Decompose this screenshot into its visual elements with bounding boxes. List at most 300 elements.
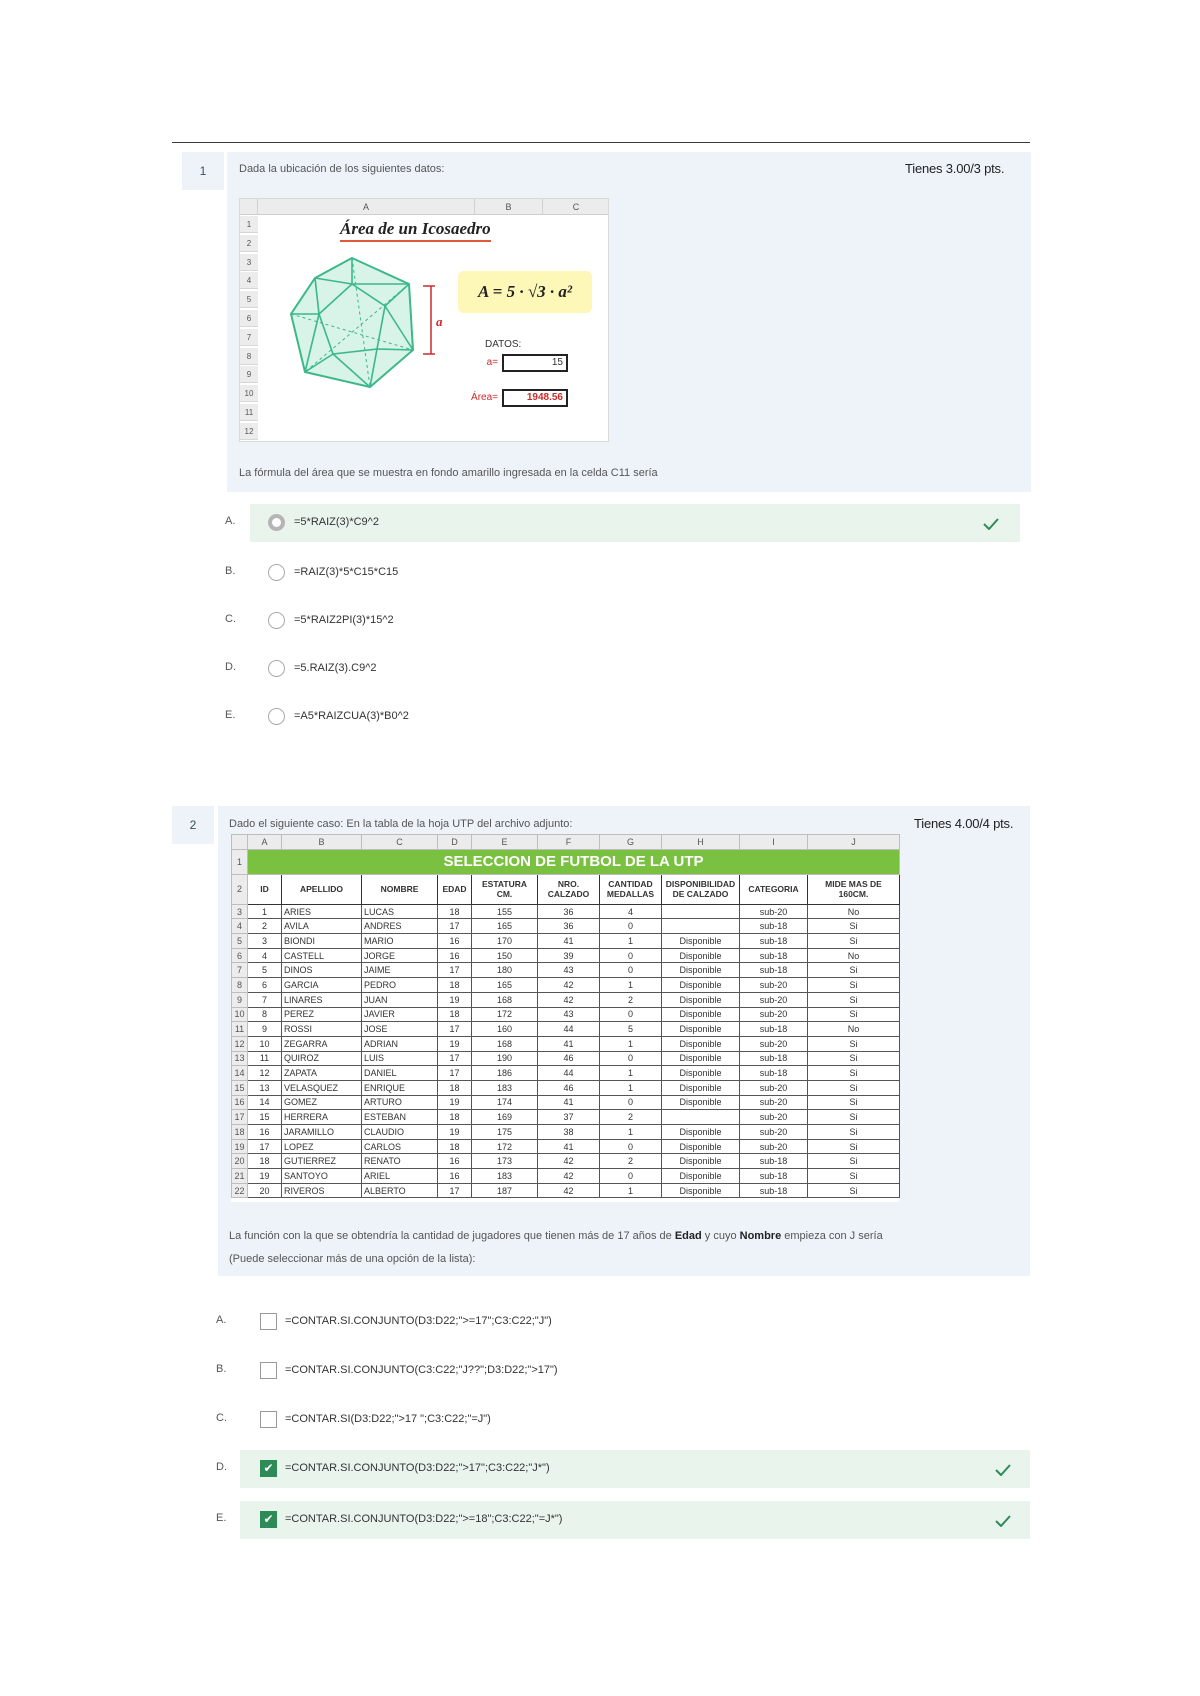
table-cell: 9	[248, 1022, 282, 1037]
table-cell: sub-18	[740, 934, 808, 949]
table-cell: Si	[808, 1007, 900, 1022]
table-cell: HERRERA	[282, 1110, 362, 1125]
a-value-cell: 15	[502, 354, 568, 372]
table-cell: 18	[438, 1139, 472, 1154]
table-cell: 2	[248, 919, 282, 934]
row-header: 4	[240, 272, 258, 289]
table-cell: 18	[438, 1110, 472, 1125]
table-cell: AVILA	[282, 919, 362, 934]
table-cell: 2	[600, 992, 662, 1007]
row-header: 5	[240, 291, 258, 308]
question-number: 2	[172, 806, 214, 844]
table-cell: Disponible	[662, 1080, 740, 1095]
question-prompt: Dada la ubicación de los siguientes datos:	[239, 163, 445, 175]
option-letter: A.	[225, 515, 236, 527]
check-mark-icon	[995, 1514, 1011, 1526]
table-cell: QUIROZ	[282, 1051, 362, 1066]
table-cell: 17	[438, 1051, 472, 1066]
table-cell: 41	[538, 1139, 600, 1154]
table-cell: ARIES	[282, 904, 362, 919]
table-column-header: NRO. CALZADO	[538, 874, 600, 904]
table-column-header: CANTIDAD MEDALLAS	[600, 874, 662, 904]
table-cell: sub-18	[740, 963, 808, 978]
row-header: 16	[232, 1095, 248, 1110]
table-cell: 18	[438, 904, 472, 919]
table-cell: 160	[472, 1022, 538, 1037]
row-header: 13	[232, 1051, 248, 1066]
table-row	[232, 1066, 900, 1081]
table-cell: 2	[600, 1154, 662, 1169]
row-header: 6	[240, 310, 258, 327]
table-row	[232, 1125, 900, 1140]
answer-radio[interactable]	[268, 612, 285, 629]
table-cell: Si	[808, 992, 900, 1007]
table-cell: Disponible	[662, 1125, 740, 1140]
answer-radio[interactable]	[268, 708, 285, 725]
table-cell: 2	[600, 1110, 662, 1125]
table-cell: DINOS	[282, 963, 362, 978]
table-cell: Disponible	[662, 948, 740, 963]
table-cell: Disponible	[662, 1051, 740, 1066]
column-header: A	[258, 199, 475, 215]
table-cell: 155	[472, 904, 538, 919]
table-row	[232, 978, 900, 993]
row-header: 22	[232, 1183, 248, 1198]
question-score: Tienes 4.00/4 pts.	[914, 816, 1014, 831]
table-cell: 36	[538, 904, 600, 919]
table-cell: DANIEL	[362, 1066, 438, 1081]
table-cell: Disponible	[662, 978, 740, 993]
table-cell: 42	[538, 978, 600, 993]
table-cell: 37	[538, 1110, 600, 1125]
table-cell: 0	[600, 963, 662, 978]
table-cell: PEREZ	[282, 1007, 362, 1022]
table-cell: 165	[472, 978, 538, 993]
table-row	[232, 963, 900, 978]
table-cell: 19	[438, 1095, 472, 1110]
table-cell: 42	[538, 1169, 600, 1184]
table-cell: Disponible	[662, 1095, 740, 1110]
table-cell: 44	[538, 1066, 600, 1081]
table-cell: JOSE	[362, 1022, 438, 1037]
table-cell: 175	[472, 1125, 538, 1140]
table-cell	[662, 904, 740, 919]
table-cell: 18	[438, 1080, 472, 1095]
table-cell: LINARES	[282, 992, 362, 1007]
table-cell: Si	[808, 934, 900, 949]
row-header: 10	[240, 385, 258, 402]
table-cell: 0	[600, 1007, 662, 1022]
table-cell: 172	[472, 1139, 538, 1154]
option-letter: B.	[216, 1363, 227, 1375]
table-cell: JARAMILLO	[282, 1125, 362, 1140]
table-cell: 0	[600, 1169, 662, 1184]
column-header: J	[808, 835, 900, 850]
table-cell: 183	[472, 1169, 538, 1184]
table-row	[232, 1007, 900, 1022]
table-cell: GUTIERREZ	[282, 1154, 362, 1169]
table-cell: 19	[438, 1036, 472, 1051]
option-letter: B.	[225, 565, 236, 577]
table-cell: CARLOS	[362, 1139, 438, 1154]
table-cell: 0	[600, 1051, 662, 1066]
table-cell: sub-20	[740, 978, 808, 993]
check-mark-icon	[983, 517, 999, 529]
table-cell: 16	[438, 1169, 472, 1184]
a-label: a=	[486, 357, 498, 368]
question-text-part: y cuyo	[701, 1230, 740, 1242]
option-text: =CONTAR.SI.CONJUNTO(D3:D22;">=17";C3:C22;"J")	[285, 1315, 552, 1327]
table-column-header: DISPONIBILIDAD DE CALZADO	[662, 874, 740, 904]
table-cell: Si	[808, 1125, 900, 1140]
table-cell: 5	[248, 963, 282, 978]
option-letter: D.	[216, 1461, 227, 1473]
table-cell: BIONDI	[282, 934, 362, 949]
table-cell: 168	[472, 992, 538, 1007]
table-row	[232, 934, 900, 949]
table-column-header: EDAD	[438, 874, 472, 904]
table-cell: sub-20	[740, 1036, 808, 1051]
row-header: 20	[232, 1154, 248, 1169]
table-cell: Si	[808, 1110, 900, 1125]
table-cell: Disponible	[662, 1036, 740, 1051]
table-cell: ZEGARRA	[282, 1036, 362, 1051]
table-cell: 46	[538, 1051, 600, 1066]
table-cell: 12	[248, 1066, 282, 1081]
table-cell: 4	[600, 904, 662, 919]
table-cell: 180	[472, 963, 538, 978]
column-header: C	[362, 835, 438, 850]
table-cell: Si	[808, 963, 900, 978]
spreadsheet-image	[239, 198, 609, 442]
table-cell: 16	[438, 934, 472, 949]
top-divider	[172, 142, 1030, 143]
table-cell: Si	[808, 978, 900, 993]
table-cell: sub-20	[740, 1125, 808, 1140]
row-header: 6	[232, 948, 248, 963]
column-header: B	[475, 199, 543, 215]
table-cell: 43	[538, 1007, 600, 1022]
option-text: =5*RAIZ(3)*C9^2	[294, 516, 379, 528]
table-cell: 183	[472, 1080, 538, 1095]
table-cell: sub-20	[740, 1139, 808, 1154]
table-column-header: MIDE MAS DE 160CM.	[808, 874, 900, 904]
table-cell: 1	[600, 1080, 662, 1095]
table-row	[232, 948, 900, 963]
table-cell: Disponible	[662, 1022, 740, 1037]
table-cell: LUIS	[362, 1051, 438, 1066]
table-cell: ARIEL	[362, 1169, 438, 1184]
column-header: I	[740, 835, 808, 850]
table-cell: CASTELL	[282, 948, 362, 963]
table-cell: ESTEBAN	[362, 1110, 438, 1125]
row-header: 15	[232, 1080, 248, 1095]
corner-cell	[240, 199, 258, 215]
datos-label: DATOS:	[485, 339, 522, 350]
table-cell: ALBERTO	[362, 1183, 438, 1198]
table-cell: RIVEROS	[282, 1183, 362, 1198]
option-letter: D.	[225, 661, 236, 673]
option-text: =CONTAR.SI.CONJUNTO(D3:D22;">17";C3:C22;"J*")	[285, 1462, 550, 1474]
table-row	[232, 904, 900, 919]
table-cell: sub-20	[740, 904, 808, 919]
table-cell: No	[808, 904, 900, 919]
row-header: 21	[232, 1169, 248, 1184]
table-cell: 14	[248, 1095, 282, 1110]
answer-checkbox[interactable]: ✔	[260, 1511, 277, 1528]
table-cell: Si	[808, 1036, 900, 1051]
column-header: H	[662, 835, 740, 850]
table-cell: 18	[438, 978, 472, 993]
table-column-header: NOMBRE	[362, 874, 438, 904]
answer-checkbox[interactable]	[260, 1362, 277, 1379]
table-cell: 20	[248, 1183, 282, 1198]
table-cell: sub-18	[740, 1154, 808, 1169]
table-cell: Si	[808, 1080, 900, 1095]
table-cell: ENRIQUE	[362, 1080, 438, 1095]
table-cell: 1	[600, 1036, 662, 1051]
option-text: =RAIZ(3)*5*C15*C15	[294, 566, 399, 578]
option-text: =5*RAIZ2PI(3)*15^2	[294, 614, 394, 626]
table-cell: sub-18	[740, 948, 808, 963]
table-cell: sub-18	[740, 1051, 808, 1066]
option-text: =CONTAR.SI(D3:D22;">17 ";C3:C22;"=J")	[285, 1413, 491, 1425]
table-cell: ZAPATA	[282, 1066, 362, 1081]
answer-radio[interactable]	[268, 564, 285, 581]
row-header: 12	[240, 423, 258, 440]
table-column-header: CATEGORIA	[740, 874, 808, 904]
table-cell: 44	[538, 1022, 600, 1037]
table-cell: 18	[438, 1007, 472, 1022]
table-cell: 17	[438, 963, 472, 978]
table-cell: 1	[600, 1183, 662, 1198]
row-header: 9	[240, 366, 258, 383]
row-header: 14	[232, 1066, 248, 1081]
row-header: 10	[232, 1007, 248, 1022]
table-cell: 186	[472, 1066, 538, 1081]
table-cell: VELASQUEZ	[282, 1080, 362, 1095]
table-cell: RENATO	[362, 1154, 438, 1169]
formula-box: A = 5 · √3 · a²	[458, 271, 592, 313]
table-cell: sub-20	[740, 1080, 808, 1095]
question-number: 1	[182, 152, 224, 190]
table-cell: 190	[472, 1051, 538, 1066]
table-cell: sub-18	[740, 1169, 808, 1184]
option-letter: E.	[216, 1512, 227, 1524]
table-cell: Disponible	[662, 992, 740, 1007]
table-cell: 16	[438, 948, 472, 963]
table-column-header: APELLIDO	[282, 874, 362, 904]
table-cell: 17	[438, 1022, 472, 1037]
row-header: 9	[232, 992, 248, 1007]
row-header: 19	[232, 1139, 248, 1154]
table-title: SELECCION DE FUTBOL DE LA UTP	[248, 849, 900, 874]
table-cell: Disponible	[662, 1139, 740, 1154]
column-header: D	[438, 835, 472, 850]
table-cell: Si	[808, 1154, 900, 1169]
row-header: 3	[232, 904, 248, 919]
table-cell: 16	[248, 1125, 282, 1140]
table-cell: sub-18	[740, 1183, 808, 1198]
question-score: Tienes 3.00/3 pts.	[905, 161, 1005, 176]
table-cell: 17	[438, 1066, 472, 1081]
answer-checkbox[interactable]: ✔	[260, 1460, 277, 1477]
table-cell: 41	[538, 1095, 600, 1110]
table-cell: JAVIER	[362, 1007, 438, 1022]
sheet-title: Área de un Icosaedro	[340, 219, 491, 242]
table-cell: 174	[472, 1095, 538, 1110]
table-row	[232, 1080, 900, 1095]
table-cell: sub-20	[740, 1095, 808, 1110]
table-column-header: ESTATURA CM.	[472, 874, 538, 904]
table-cell: sub-20	[740, 992, 808, 1007]
table-row	[232, 1110, 900, 1125]
table-row	[232, 1139, 900, 1154]
table-cell: GARCIA	[282, 978, 362, 993]
table-cell: ADRIAN	[362, 1036, 438, 1051]
table-cell: PEDRO	[362, 978, 438, 993]
question-text-bold: Nombre	[739, 1230, 782, 1242]
table-cell: 187	[472, 1183, 538, 1198]
table-cell	[662, 1110, 740, 1125]
table-cell: LUCAS	[362, 904, 438, 919]
table-cell: GOMEZ	[282, 1095, 362, 1110]
question-text: La fórmula del área que se muestra en fondo amarillo ingresada en la celda C11 sería	[239, 467, 658, 479]
answer-checkbox[interactable]	[260, 1313, 277, 1330]
answer-radio[interactable]	[268, 660, 285, 677]
option-letter: E.	[225, 709, 236, 721]
row-header: 11	[232, 1022, 248, 1037]
table-cell: 19	[438, 1125, 472, 1140]
table-cell: sub-18	[740, 1066, 808, 1081]
table-cell: Si	[808, 1066, 900, 1081]
table-cell: Disponible	[662, 1007, 740, 1022]
table-cell: SANTOYO	[282, 1169, 362, 1184]
table-cell: 18	[248, 1154, 282, 1169]
table-cell: 16	[438, 1154, 472, 1169]
table-cell: 17	[248, 1139, 282, 1154]
side-label: a	[436, 314, 443, 329]
row-header: 4	[232, 919, 248, 934]
table-cell: 7	[248, 992, 282, 1007]
column-header: A	[248, 835, 282, 850]
table-cell: 165	[472, 919, 538, 934]
table-cell: ANDRES	[362, 919, 438, 934]
table-cell: 1	[600, 1125, 662, 1140]
table-cell: 0	[600, 919, 662, 934]
question-text-part: empieza con J sería	[781, 1230, 883, 1242]
question-text-part: La función con la que se obtendría la cantidad de jugadores que tienen más de 17 años de	[229, 1230, 675, 1242]
table-row	[232, 1036, 900, 1051]
table-cell: 1	[600, 1066, 662, 1081]
table-cell: JAIME	[362, 963, 438, 978]
option-letter: C.	[225, 613, 236, 625]
table-cell: 168	[472, 1036, 538, 1051]
column-header: G	[600, 835, 662, 850]
table-cell: 0	[600, 1139, 662, 1154]
corner-cell	[232, 835, 248, 850]
question-text-bold: Edad	[674, 1230, 702, 1242]
table-cell: 0	[600, 948, 662, 963]
table-column-header: ID	[248, 874, 282, 904]
check-mark-icon	[995, 1463, 1011, 1475]
column-header: B	[282, 835, 362, 850]
option-text: =A5*RAIZCUA(3)*B0^2	[294, 710, 409, 722]
column-header: C	[543, 199, 609, 215]
row-header: 11	[240, 404, 258, 421]
table-cell: sub-18	[740, 919, 808, 934]
table-cell: 17	[438, 1183, 472, 1198]
table-cell: 43	[538, 963, 600, 978]
table-cell: JORGE	[362, 948, 438, 963]
table-cell: 169	[472, 1110, 538, 1125]
table-cell: 42	[538, 1154, 600, 1169]
question-prompt: Dado el siguiente caso: En la tabla de la hoja UTP del archivo adjunto:	[229, 818, 573, 830]
row-header: 2	[240, 235, 258, 252]
table-cell: CLAUDIO	[362, 1125, 438, 1140]
row-header: 18	[232, 1125, 248, 1140]
row-header: 17	[232, 1110, 248, 1125]
table-cell: Si	[808, 1139, 900, 1154]
table-row	[232, 1095, 900, 1110]
table-cell: 13	[248, 1080, 282, 1095]
table-cell: 3	[248, 934, 282, 949]
row-header: 8	[232, 978, 248, 993]
table-cell: 42	[538, 992, 600, 1007]
table-cell: Disponible	[662, 963, 740, 978]
table-cell: Disponible	[662, 1066, 740, 1081]
table-cell: 10	[248, 1036, 282, 1051]
row-header: 2	[232, 874, 248, 904]
table-cell: 4	[248, 948, 282, 963]
row-header: 1	[240, 216, 258, 233]
table-cell: 15	[248, 1110, 282, 1125]
table-cell: 172	[472, 1007, 538, 1022]
table-cell: 38	[538, 1125, 600, 1140]
table-row	[232, 1154, 900, 1169]
table-cell: 46	[538, 1080, 600, 1095]
table-cell: 0	[600, 1095, 662, 1110]
table-cell: ARTURO	[362, 1095, 438, 1110]
table-cell: 1	[600, 978, 662, 993]
table-cell: No	[808, 948, 900, 963]
table-cell: sub-20	[740, 1110, 808, 1125]
table-cell: No	[808, 1022, 900, 1037]
area-label: Área=	[471, 392, 498, 403]
table-cell: Disponible	[662, 1169, 740, 1184]
option-text: =CONTAR.SI.CONJUNTO(C3:C22;"J??";D3:D22;">17")	[285, 1364, 558, 1376]
table-cell: 17	[438, 919, 472, 934]
table-row	[232, 919, 900, 934]
row-header: 7	[232, 963, 248, 978]
row-header: 8	[240, 348, 258, 365]
table-cell: 170	[472, 934, 538, 949]
table-cell: Disponible	[662, 1154, 740, 1169]
table-cell: 8	[248, 1007, 282, 1022]
table-row	[232, 1169, 900, 1184]
answer-radio[interactable]	[268, 514, 285, 531]
option-text: =5.RAIZ(3).C9^2	[294, 662, 377, 674]
table-cell: sub-20	[740, 1007, 808, 1022]
table-cell: 36	[538, 919, 600, 934]
column-header: E	[472, 835, 538, 850]
table-cell: 5	[600, 1022, 662, 1037]
option-letter: A.	[216, 1314, 227, 1326]
table-cell: Disponible	[662, 934, 740, 949]
table-cell: Si	[808, 1183, 900, 1198]
answer-checkbox[interactable]	[260, 1411, 277, 1428]
icosahedron-figure	[285, 254, 465, 402]
